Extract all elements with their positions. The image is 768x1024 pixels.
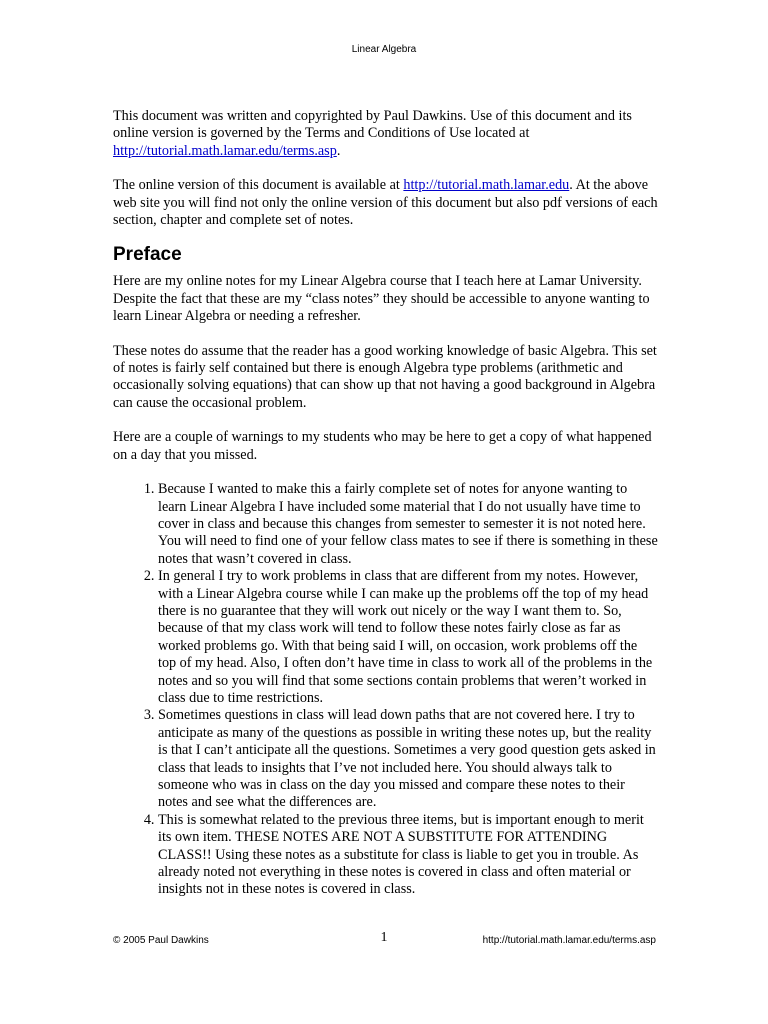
online-version-end: . At the above web site you will find not only the online version of this document but also pdf versions of each section, chapter and complete set of notes. [113,177,658,229]
running-header: Linear Algebra [351,44,417,55]
warning-item: 2. In general I try to work problems in class that are different from my notes. However, with a Linear Algebra course while I can make up the problems off the top of my head there is no guarantee that they will work out nicely or the way I want them to. So, because of that my class work will tend to follow these notes fairly close as far as worked problems go. With that being said I will, on occasion, work problems off the top of my head. Also, I often don’t have time in class to work all of the problems in the notes and so you will find that some sections contain problems that weren’t worked in class due to time restrictions. [158,568,658,707]
copyright-text: This document was written and copyrighted by Paul Dawkins. Use of this document and its online version is governed by the Terms and Conditions of Use located at [113,108,632,142]
online-version-text: The online version of this document is available at [113,177,404,194]
preface-paragraph: Here are my online notes for my Linear Algebra course that I teach here at Lamar University. Despite the fact that these are my “class notes” they should be accessible to anyone wanting to learn Linear Algebra or needing a refresher. [113,273,650,325]
footer-url: http://tutorial.math.lamar.edu/terms.asp [482,935,656,946]
copyright-end: . [336,142,341,159]
site-link[interactable]: http://tutorial.math.lamar.edu [403,177,570,194]
warning-item: 1. Because I wanted to make this a fairly complete set of notes for anyone wanting to learn Linear Algebra I have included some material that I do not usually have time to cover in class and because this changes from semester to semester it is not noted here. You will need to find one of your fellow class mates to see if there is something in these notes that wasn’t covered in class. [158,481,658,568]
warnings-list [113,481,658,899]
copyright-paragraph [113,108,658,160]
preface-paragraph: Here are a couple of warnings to my students who may be here to get a copy of what happened on a day that you missed. [113,429,652,463]
footer-copyright: © 2005 Paul Dawkins [113,935,209,946]
section-title: Preface [113,244,182,266]
online-version-paragraph [113,177,658,229]
warning-item: 3. Sometimes questions in class will lead down paths that are not covered here. I try to anticipate as many of the questions as possible in writing these notes up, but the reality is that I can’t anticipate all the questions. Sometimes a very good question gets asked in class that leads to insights that I’ve not included here. You should always talk to someone who was in class on the day you missed and compare these notes to their notes and see what the differences are. [158,707,658,811]
terms-link[interactable]: http://tutorial.math.lamar.edu/terms.asp [113,142,337,159]
page-content [113,108,658,899]
warning-item: 4. This is somewhat related to the previous three items, but is important enough to merit its own item. THESE NOTES ARE NOT A SUBSTITUTE FOR ATTENDING CLASS!! Using these notes as a substitute for class is liable to get you in trouble. As already noted not everything in these notes is covered in class and often material or insights not in these notes is covered in class. [158,812,658,899]
page-number: 1 [380,930,388,945]
preface-paragraph: These notes do assume that the reader has a good working knowledge of basic Algebra. This set of notes is fairly self contained but there is enough Algebra type problems (arithmetic and occasionally solving equations) that can show up that not having a good background in Algebra can cause the occasional problem. [113,342,657,411]
